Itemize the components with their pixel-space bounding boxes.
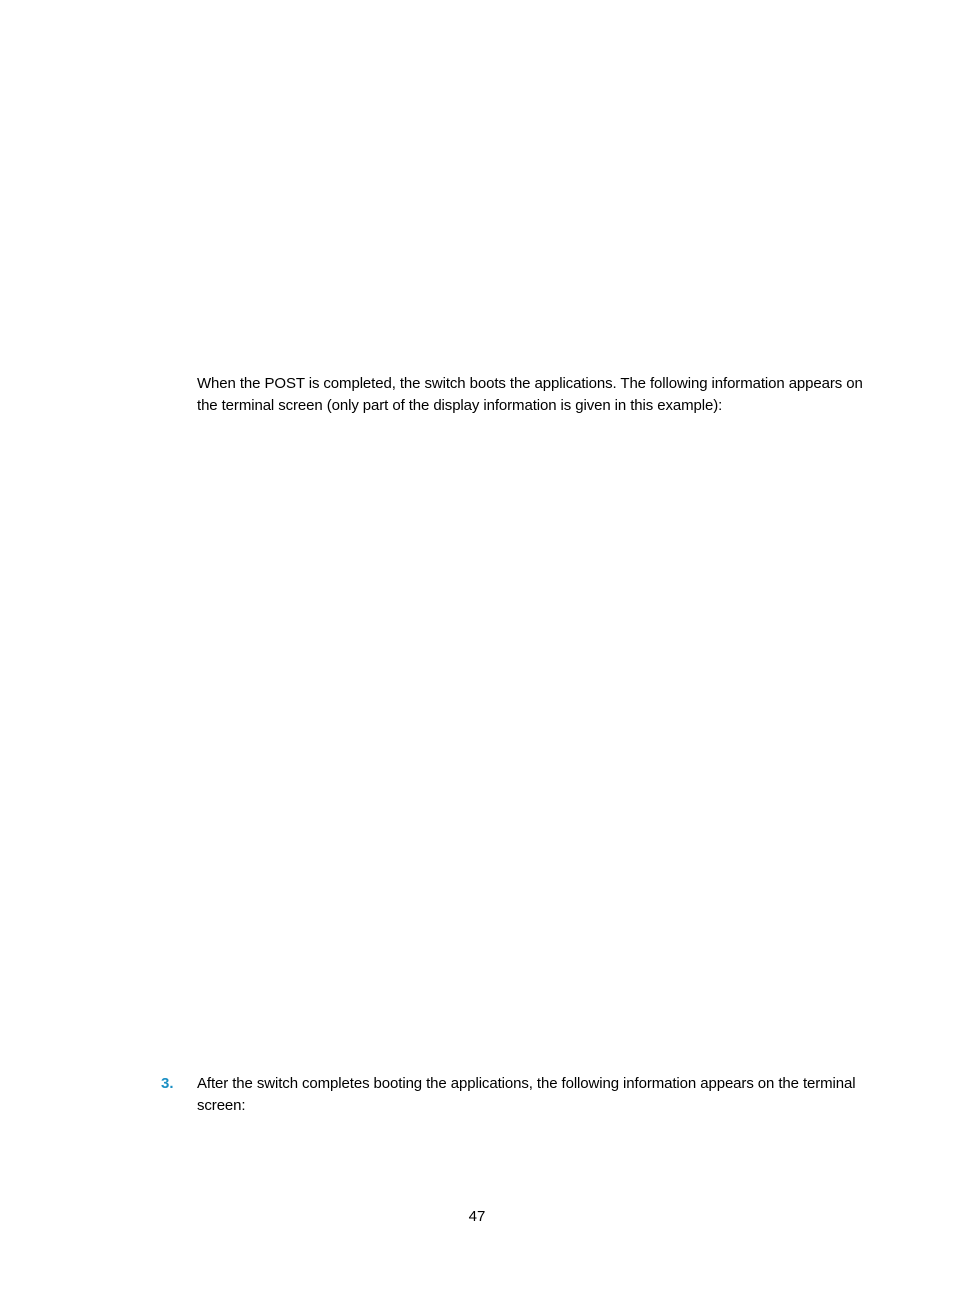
step-text: After the switch completes booting the applications, the following information appears on the terminal screen: <box>197 1075 856 1114</box>
step-number: 3. <box>161 1075 174 1092</box>
page-number: 47 <box>468 1208 486 1225</box>
intro-paragraph: When the POST is completed, the switch boots the applications. The following information appears on the terminal screen (only part of the display information is given in this example): <box>197 375 863 414</box>
